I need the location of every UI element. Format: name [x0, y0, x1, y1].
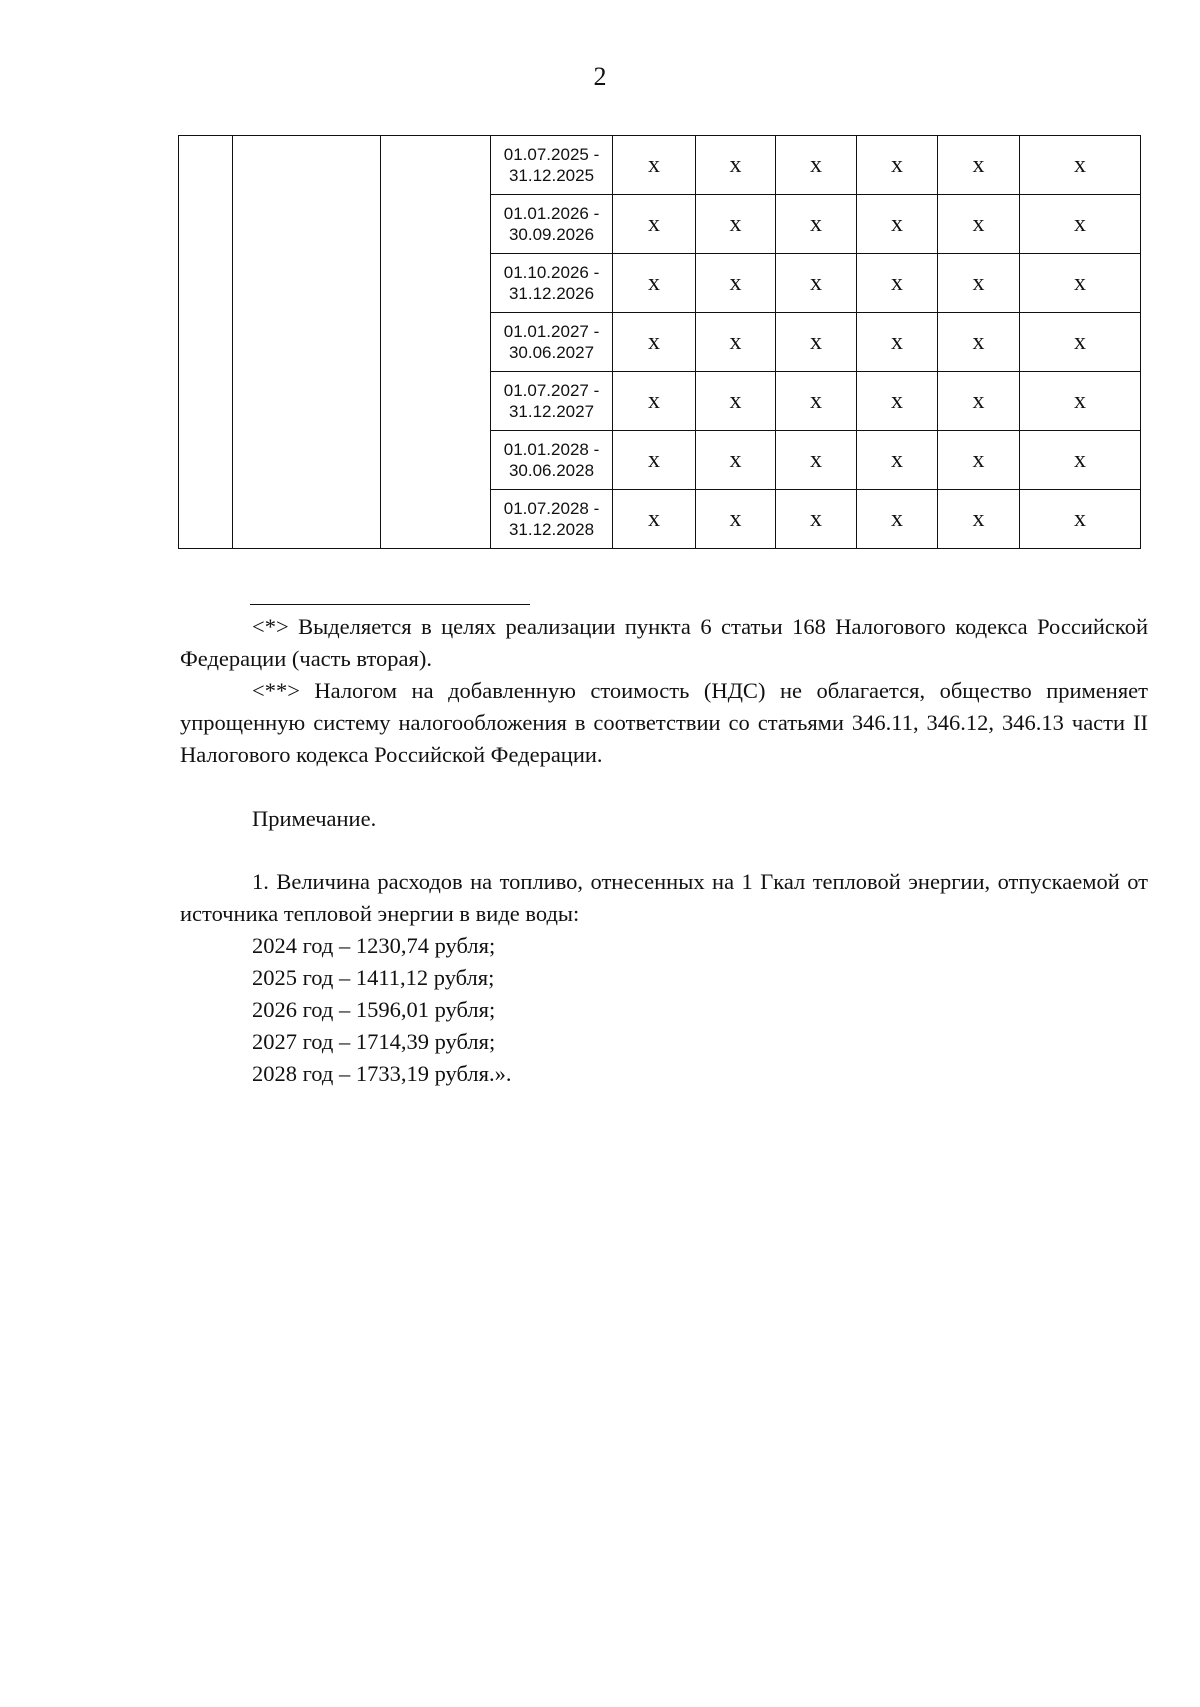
x-mark: x — [613, 490, 696, 549]
x-mark: x — [1020, 195, 1141, 254]
x-mark: x — [857, 195, 938, 254]
tariff-table — [178, 135, 1141, 549]
table-row — [179, 136, 1141, 195]
x-mark: x — [696, 254, 776, 313]
period-cell: 01.01.2028 - 30.06.2028 — [491, 431, 613, 490]
list-item: 2025 год – 1411,12 рубля; — [252, 965, 495, 990]
note-item-1 — [180, 866, 1148, 930]
list-item: 2026 год – 1596,01 рубля; — [252, 997, 496, 1022]
x-mark: x — [776, 254, 857, 313]
x-mark: x — [776, 490, 857, 549]
footnote-1-text: <*> Выделяется в целях реализации пункта 6 статьи 168 Налогового кодекса Российской Федерации (часть вторая). — [180, 614, 1148, 671]
x-mark: x — [857, 431, 938, 490]
x-mark: x — [1020, 431, 1141, 490]
x-mark: x — [696, 372, 776, 431]
list-item: 2028 год – 1733,19 рубля.». — [252, 1061, 512, 1086]
period-cell: 01.07.2027 - 31.12.2027 — [491, 372, 613, 431]
merged-cell-3 — [381, 136, 491, 549]
x-mark: x — [613, 313, 696, 372]
list-item: 2027 год – 1714,39 рубля; — [252, 1029, 496, 1054]
x-mark: x — [938, 372, 1020, 431]
x-mark: x — [1020, 490, 1141, 549]
period-cell: 01.10.2026 - 31.12.2026 — [491, 254, 613, 313]
merged-cell-1 — [179, 136, 233, 549]
x-mark: x — [613, 431, 696, 490]
x-mark: x — [938, 490, 1020, 549]
x-mark: x — [696, 490, 776, 549]
note-item-1-text: 1. Величина расходов на топливо, отнесенных на 1 Гкал тепловой энергии, отпускаемой от источника тепловой энергии в виде воды: — [180, 869, 1148, 926]
x-mark: x — [1020, 313, 1141, 372]
period-cell: 01.01.2027 - 30.06.2027 — [491, 313, 613, 372]
x-mark: x — [857, 372, 938, 431]
x-mark: x — [1020, 372, 1141, 431]
x-mark: x — [613, 195, 696, 254]
x-mark: x — [613, 136, 696, 195]
x-mark: x — [1020, 254, 1141, 313]
x-mark: x — [613, 372, 696, 431]
period-cell: 01.07.2025 - 31.12.2025 — [491, 136, 613, 195]
x-mark: x — [1020, 136, 1141, 195]
x-mark: x — [696, 195, 776, 254]
x-mark: x — [938, 136, 1020, 195]
x-mark: x — [696, 313, 776, 372]
x-mark: x — [938, 254, 1020, 313]
x-mark: x — [776, 136, 857, 195]
footnote-1 — [180, 611, 1148, 675]
list-item: 2024 год – 1230,74 рубля; — [252, 933, 496, 958]
x-mark: x — [857, 254, 938, 313]
x-mark: x — [938, 313, 1020, 372]
x-mark: x — [776, 372, 857, 431]
x-mark: x — [776, 431, 857, 490]
fuel-cost-list — [252, 930, 511, 1090]
footnote-2-text: <**> Налогом на добавленную стоимость (НДС) не облагается, общество применяет упрощенную систему налогообложения в соответствии со статьями 346.11, 346.12, 346.13 части II Налогового кодекса Российской Федерации. — [180, 678, 1148, 767]
period-cell: 01.07.2028 - 31.12.2028 — [491, 490, 613, 549]
x-mark: x — [776, 313, 857, 372]
x-mark: x — [776, 195, 857, 254]
footnote-divider — [250, 604, 530, 605]
x-mark: x — [613, 254, 696, 313]
note-title: Примечание. — [252, 806, 377, 831]
footnote-2 — [180, 675, 1148, 771]
x-mark: x — [938, 195, 1020, 254]
x-mark: x — [857, 490, 938, 549]
x-mark: x — [696, 136, 776, 195]
period-cell: 01.01.2026 - 30.09.2026 — [491, 195, 613, 254]
x-mark: x — [857, 313, 938, 372]
x-mark: x — [938, 431, 1020, 490]
x-mark: x — [857, 136, 938, 195]
page-number: 2 — [593, 62, 607, 91]
merged-cell-2 — [233, 136, 381, 549]
x-mark: x — [696, 431, 776, 490]
